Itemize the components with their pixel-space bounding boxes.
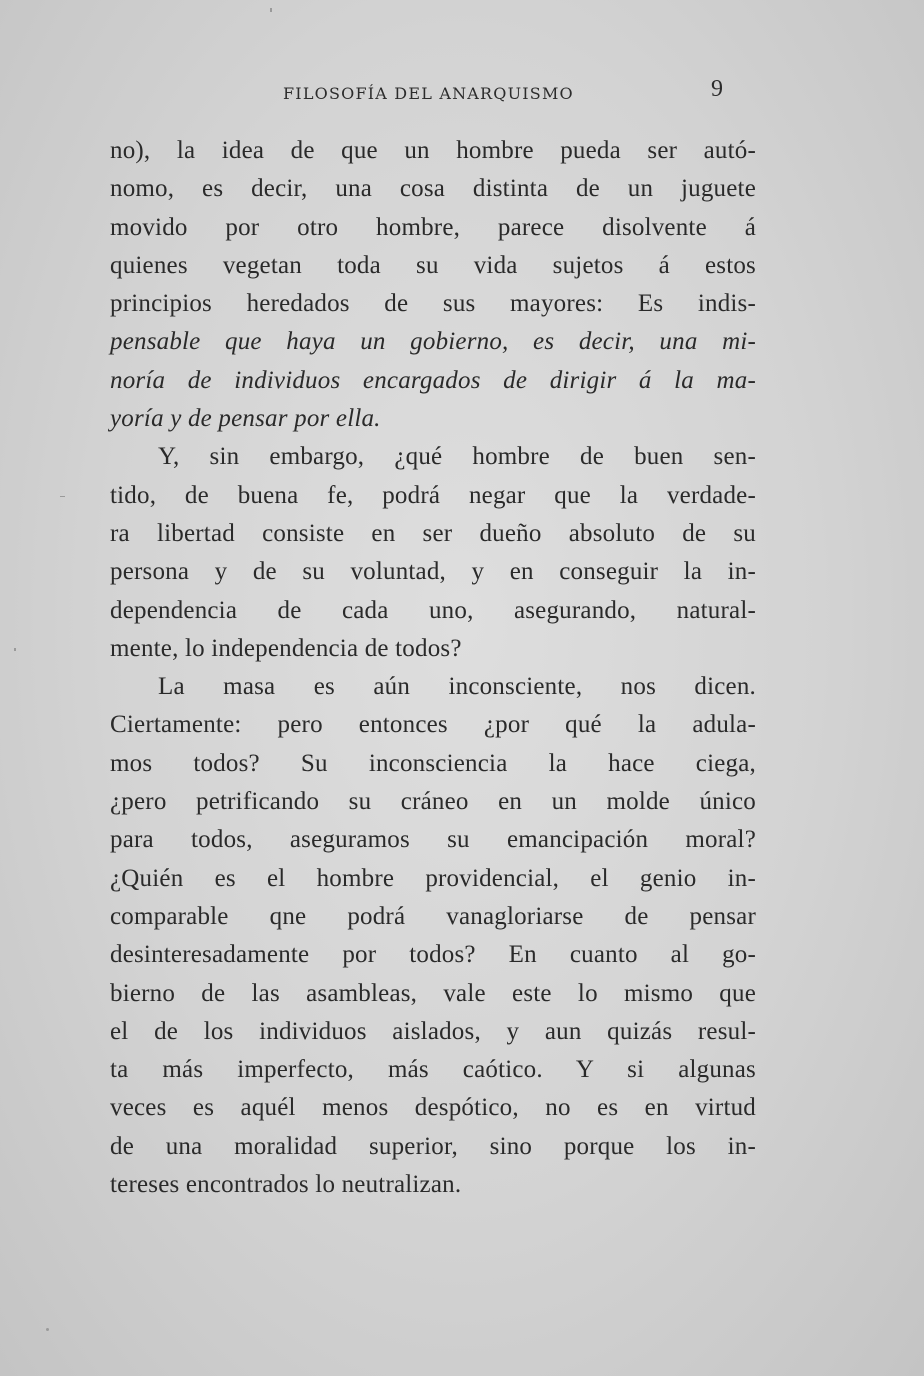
text-line-italic: noría de individuos encargados de dirigir á la ma- — [110, 366, 756, 394]
text-line: el de los individuos aislados, y aun quizás resul- — [110, 1017, 756, 1045]
text-line: tereses encontrados lo neutralizan. — [110, 1171, 462, 1199]
running-title: FILOSOFÍA DEL ANARQUISMO — [283, 84, 574, 103]
text-line: bierno de las asambleas, vale este lo mismo que — [110, 979, 756, 1007]
text-line: desinteresadamente por todos? En cuanto al go- — [110, 941, 756, 969]
page-number: 9 — [711, 76, 723, 102]
text-line: ¿pero petrificando su cráneo en un molde único — [110, 788, 756, 816]
text-line: nomo, es decir, una cosa distinta de un juguete — [110, 175, 756, 203]
paragraph-start-line: La masa es aún inconsciente, nos dicen. — [158, 673, 756, 701]
paper-speck — [46, 1328, 49, 1331]
body-text — [110, 132, 756, 1204]
text-line: quienes vegetan toda su vida sujetos á estos — [110, 251, 756, 279]
text-line: ¿Quién es el hombre providencial, el genio in- — [110, 864, 756, 892]
paragraph-start-line: Y, sin embargo, ¿qué hombre de buen sen- — [158, 443, 756, 471]
text-line: mente, lo independencia de todos? — [110, 634, 462, 662]
text-line-italic: yoría y de pensar por ella. — [110, 405, 381, 433]
text-line: mos todos? Su inconsciencia la hace ciega, — [110, 749, 756, 777]
text-line: de una moralidad superior, sino porque los in- — [110, 1132, 756, 1160]
text-line: tido, de buena fe, podrá negar que la verdade- — [110, 481, 756, 509]
text-line: dependencia de cada uno, asegurando, natural- — [110, 596, 756, 624]
paper-speck — [14, 648, 16, 651]
text-line: veces es aquél menos despótico, no es en virtud — [110, 1094, 756, 1122]
text-line: Ciertamente: pero entonces ¿por qué la adula- — [110, 711, 756, 739]
paper-speck — [60, 496, 65, 497]
text-line: principios heredados de sus mayores: Es indis- — [110, 290, 756, 318]
paper-speck — [270, 8, 272, 12]
text-line-italic: pensable que haya un gobierno, es decir, una mi- — [110, 328, 756, 356]
text-line: ra libertad consiste en ser dueño absoluto de su — [110, 519, 756, 547]
text-line: comparable qne podrá vanagloriarse de pensar — [110, 902, 756, 930]
text-line: no), la idea de que un hombre pueda ser autó- — [110, 137, 756, 164]
text-line: persona y de su voluntad, y en conseguir la in- — [110, 558, 756, 586]
text-line: para todos, aseguramos su emancipación moral? — [110, 826, 756, 854]
text-line: movido por otro hombre, parece disolvente á — [110, 213, 756, 241]
text-line: ta más imperfecto, más caótico. Y si algunas — [110, 1056, 756, 1084]
